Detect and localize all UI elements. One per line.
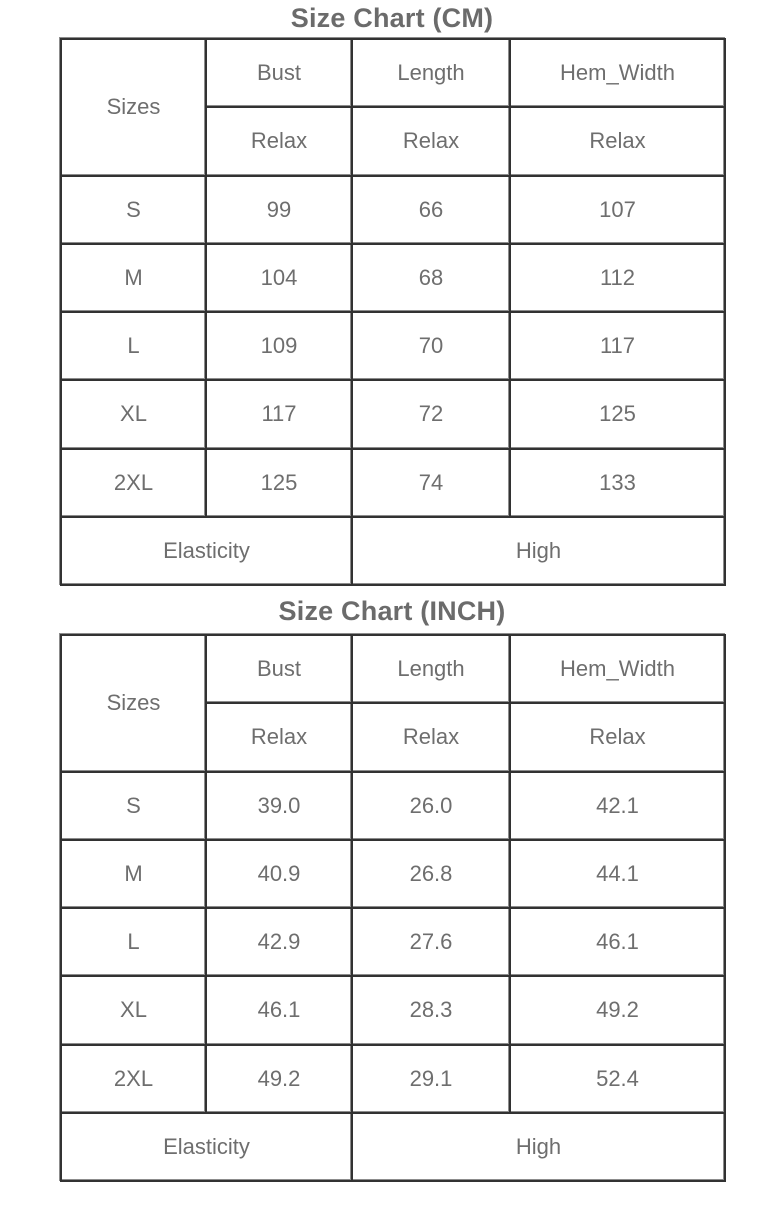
inch-bust-cell-m: 40.9 (206, 840, 352, 908)
cm-bust-cell-2xl: 125 (206, 449, 352, 517)
cm-header-cell-bust: Bust (206, 39, 352, 107)
inch-hem-cell-2xl: 52.4 (510, 1045, 725, 1113)
inch-subheader-cell-bust-relax: Relax (206, 703, 352, 771)
inch-hem-cell-l: 46.1 (510, 908, 725, 976)
inch-length-cell-s: 26.0 (352, 772, 510, 840)
inch-subheader-cell-hem-relax: Relax (510, 703, 725, 771)
inch-size-cell-m: M (61, 840, 206, 908)
size-chart-inch-table (60, 634, 726, 1182)
cm-hem-cell-l: 117 (510, 312, 725, 380)
cm-length-cell-2xl: 74 (352, 449, 510, 517)
inch-elasticity-label-cell: Elasticity (61, 1113, 352, 1181)
cm-hem-cell-2xl: 133 (510, 449, 725, 517)
inch-subheader-cell-length-relax: Relax (352, 703, 510, 771)
cm-bust-cell-xl: 117 (206, 380, 352, 448)
size-chart-page (60, 0, 724, 1182)
cm-size-cell-s: S (61, 176, 206, 244)
inch-hem-cell-xl: 49.2 (510, 976, 725, 1044)
cm-length-cell-l: 70 (352, 312, 510, 380)
table-row (61, 772, 725, 840)
cm-elasticity-label-cell: Elasticity (61, 517, 352, 585)
cm-subheader-cell-bust-relax: Relax (206, 107, 352, 175)
cm-header-cell-length: Length (352, 39, 510, 107)
inch-size-cell-xl: XL (61, 976, 206, 1044)
inch-size-cell-2xl: 2XL (61, 1045, 206, 1113)
cm-size-cell-l: L (61, 312, 206, 380)
cm-hem-cell-xl: 125 (510, 380, 725, 448)
cm-length-cell-s: 66 (352, 176, 510, 244)
cm-header-cell-hem-width: Hem_Width (510, 39, 725, 107)
cm-bust-cell-m: 104 (206, 244, 352, 312)
inch-bust-cell-l: 42.9 (206, 908, 352, 976)
table-row (61, 312, 725, 380)
cm-footer-row (61, 517, 725, 585)
table-row (61, 840, 725, 908)
inch-length-cell-m: 26.8 (352, 840, 510, 908)
table-row (61, 449, 725, 517)
inch-length-cell-2xl: 29.1 (352, 1045, 510, 1113)
inch-header-row-measures (61, 635, 725, 703)
table-row (61, 976, 725, 1044)
table-row (61, 244, 725, 312)
cm-hem-cell-s: 107 (510, 176, 725, 244)
cm-bust-cell-l: 109 (206, 312, 352, 380)
size-chart-inch-section (60, 596, 724, 1182)
inch-hem-cell-s: 42.1 (510, 772, 725, 840)
table-row (61, 1045, 725, 1113)
cm-elasticity-value-cell: High (352, 517, 725, 585)
cm-subheader-cell-length-relax: Relax (352, 107, 510, 175)
table-row (61, 380, 725, 448)
inch-header-cell-length: Length (352, 635, 510, 703)
table-row (61, 908, 725, 976)
cm-hem-cell-m: 112 (510, 244, 725, 312)
cm-length-cell-xl: 72 (352, 380, 510, 448)
inch-bust-cell-2xl: 49.2 (206, 1045, 352, 1113)
size-chart-cm-section (60, 3, 724, 586)
inch-size-cell-s: S (61, 772, 206, 840)
inch-header-cell-sizes: Sizes (61, 635, 206, 772)
inch-length-cell-l: 27.6 (352, 908, 510, 976)
cm-header-cell-sizes: Sizes (61, 39, 206, 176)
inch-hem-cell-m: 44.1 (510, 840, 725, 908)
size-chart-cm-title: Size Chart (CM) (290, 3, 494, 33)
inch-bust-cell-s: 39.0 (206, 772, 352, 840)
cm-header-row-measures (61, 39, 725, 107)
cm-subheader-cell-hem-relax: Relax (510, 107, 725, 175)
inch-length-cell-xl: 28.3 (352, 976, 510, 1044)
inch-size-cell-l: L (61, 908, 206, 976)
cm-size-cell-xl: XL (61, 380, 206, 448)
inch-footer-row (61, 1113, 725, 1181)
inch-bust-cell-xl: 46.1 (206, 976, 352, 1044)
cm-size-cell-m: M (61, 244, 206, 312)
inch-header-cell-bust: Bust (206, 635, 352, 703)
cm-size-cell-2xl: 2XL (61, 449, 206, 517)
cm-length-cell-m: 68 (352, 244, 510, 312)
size-chart-cm-table (60, 38, 726, 586)
inch-elasticity-value-cell: High (352, 1113, 725, 1181)
cm-bust-cell-s: 99 (206, 176, 352, 244)
size-chart-inch-title: Size Chart (INCH) (278, 596, 506, 626)
table-row (61, 176, 725, 244)
inch-header-cell-hem-width: Hem_Width (510, 635, 725, 703)
